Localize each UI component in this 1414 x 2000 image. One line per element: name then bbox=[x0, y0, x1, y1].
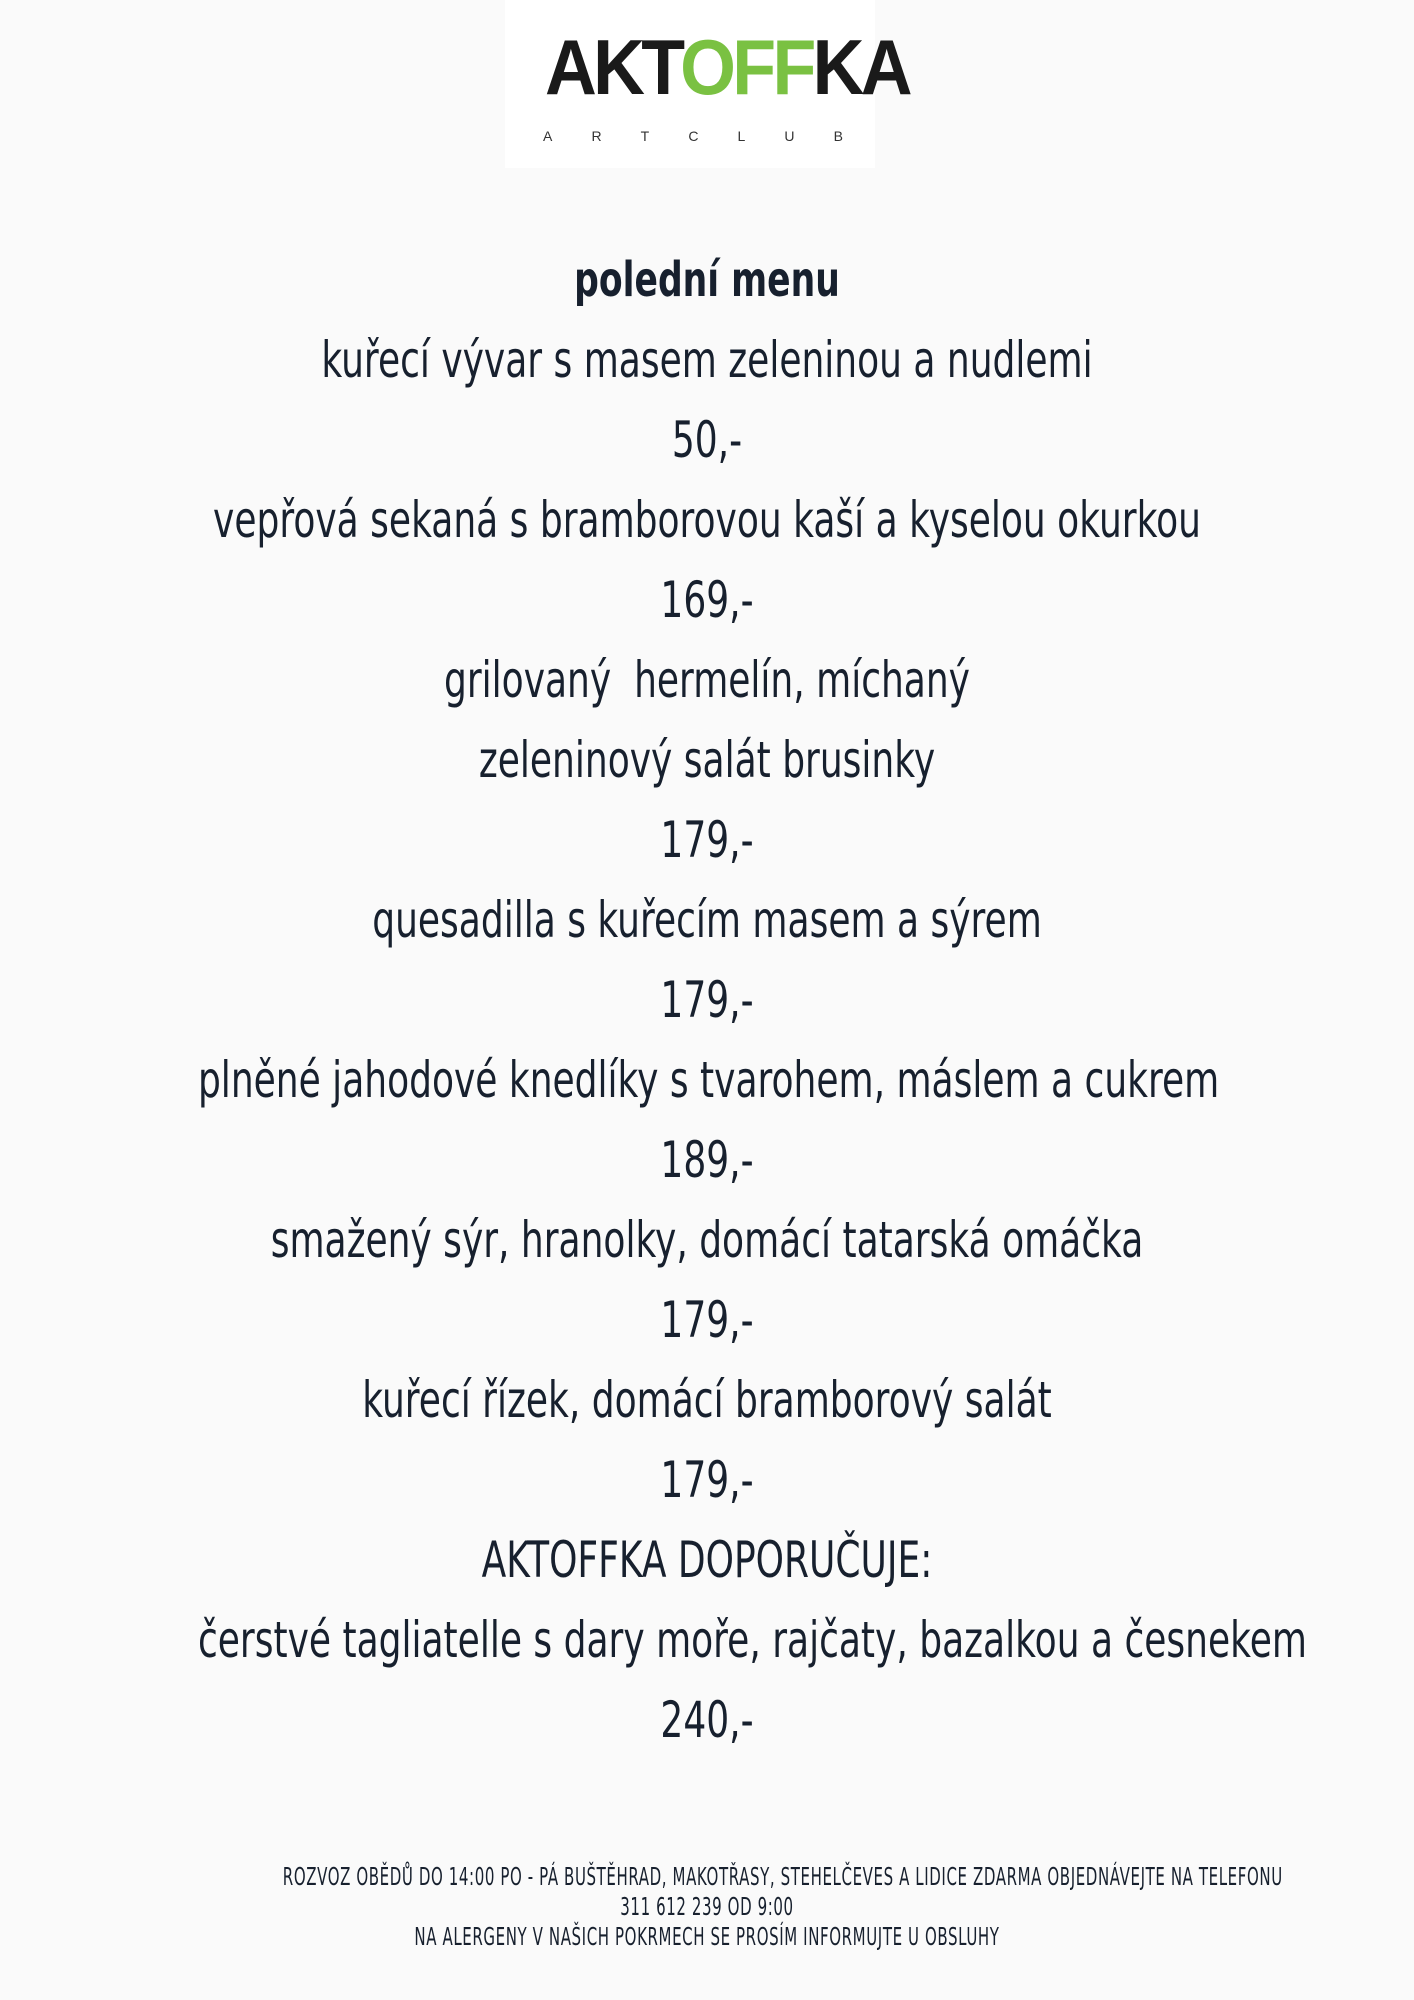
menu-item-name-continued: zeleninový salát brusinky bbox=[478, 731, 936, 789]
menu-item-name: kuřecí vývar s masem zeleninou a nudlemi bbox=[321, 331, 1093, 389]
logo-accent: OFF bbox=[680, 23, 813, 111]
menu-title: polední menu bbox=[574, 252, 840, 308]
menu-item-price: 169,- bbox=[660, 571, 754, 629]
recommendation-heading: AKTOFFKA DOPORUČUJE: bbox=[481, 1531, 933, 1589]
phone-number: 311 612 239 OD 9:00 bbox=[620, 1892, 794, 1921]
lunch-menu bbox=[0, 240, 1414, 1760]
logo-subtitle-letter: C bbox=[688, 128, 699, 144]
footer-notes bbox=[0, 1862, 1414, 1952]
logo-subtitle-letter: B bbox=[833, 128, 843, 144]
menu-item-name: kuřecí řízek, domácí bramborový salát bbox=[362, 1371, 1052, 1429]
logo-wordmark bbox=[545, 22, 909, 112]
menu-item-name: smažený sýr, hranolky, domácí tatarská omáčka bbox=[270, 1211, 1144, 1269]
menu-item-price: 189,- bbox=[660, 1131, 754, 1189]
menu-item-price: 179,- bbox=[660, 971, 754, 1029]
allergen-note: NA ALERGENY V NAŠICH POKRMECH SE PROSÍM INFORMUJTE U OBSLUHY bbox=[414, 1922, 1000, 1951]
aktoffka-logo bbox=[505, 0, 909, 168]
menu-item-price: 179,- bbox=[660, 1451, 754, 1509]
logo-subtitle-letter: T bbox=[640, 128, 650, 144]
logo-subtitle bbox=[543, 128, 843, 144]
logo-subtitle-letter: A bbox=[543, 128, 553, 144]
logo-subtitle-letter: R bbox=[591, 128, 602, 144]
delivery-info: ROZVOZ OBĚDŮ DO 14:00 PO - PÁ BUŠTĚHRAD, MAKOTŘASY, STEHELČEVES A LIDICE ZDARMA OBJEDNÁVEJTE NA TELEFONU bbox=[282, 1862, 1283, 1891]
logo-suffix: KA bbox=[812, 23, 909, 111]
menu-item-price: 50,- bbox=[671, 411, 743, 469]
logo-subtitle-letter: L bbox=[737, 128, 746, 144]
menu-item-name: quesadilla s kuřecím masem a sýrem bbox=[372, 891, 1042, 949]
logo-subtitle-letter: U bbox=[784, 128, 795, 144]
recommended-item-price: 240,- bbox=[660, 1691, 754, 1749]
menu-item-price: 179,- bbox=[660, 811, 754, 869]
menu-item-name: grilovaný hermelín, míchaný bbox=[444, 651, 970, 709]
menu-item-price: 179,- bbox=[660, 1291, 754, 1349]
logo-prefix: AKT bbox=[545, 23, 681, 111]
recommended-item-name: čerstvé tagliatelle s dary moře, rajčaty, bazalkou a česnekem bbox=[197, 1611, 1307, 1669]
menu-item-name: vepřová sekaná s bramborovou kaší a kyselou okurkou bbox=[213, 491, 1201, 549]
menu-item-name: plněné jahodové knedlíky s tvarohem, máslem a cukrem bbox=[197, 1051, 1220, 1109]
